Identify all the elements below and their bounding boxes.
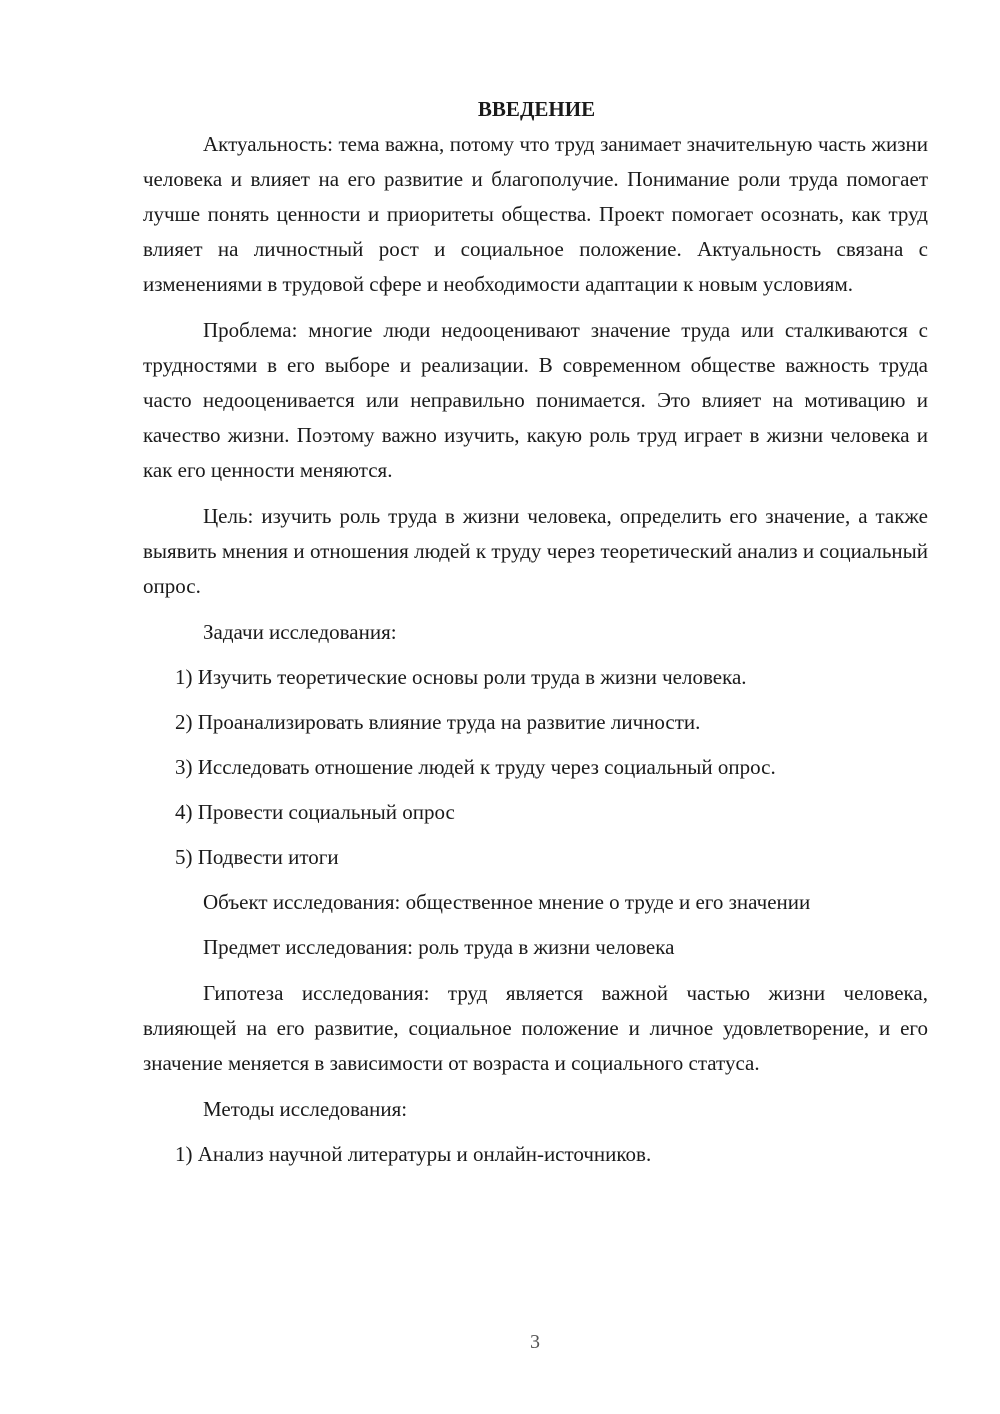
task-item: 5) Подвести итоги	[175, 845, 339, 869]
document-page	[143, 92, 928, 1172]
methods-list	[143, 1137, 928, 1172]
goal-paragraph: Цель: изучить роль труда в жизни человека, определить его значение, а также выявить мнения и отношения людей к труду через теоретический анализ и социальный опрос.	[143, 504, 928, 598]
task-item: 2) Проанализировать влияние труда на развитие личности.	[175, 710, 701, 734]
task-item: 1) Изучить теоретические основы роли труда в жизни человека.	[175, 665, 747, 689]
research-object: Объект исследования: общественное мнение о труде и его значении	[203, 890, 811, 914]
tasks-heading: Задачи исследования:	[203, 620, 397, 644]
hypothesis-paragraph: Гипотеза исследования: труд является важной частью жизни человека, влияющей на его развитие, социальное положение и личное удовлетворение, и его значение меняется в зависимости от возраста и социального статуса.	[143, 981, 928, 1075]
relevance-paragraph: Актуальность: тема важна, потому что труд занимает значительную часть жизни человека и влияет на его развитие и благополучие. Понимание роли труда помогает лучше понять ценности и приоритеты общества. Проект помогает осознать, как труд влияет на личностный рост и социальное положение. Актуальность связана с изменениями в трудовой сфере и необходимости адаптации к новым условиям.	[143, 132, 928, 296]
section-title: ВВЕДЕНИЕ	[477, 97, 596, 121]
page-number: 3	[530, 1331, 540, 1353]
tasks-list	[143, 660, 928, 875]
task-item: 4) Провести социальный опрос	[175, 800, 455, 824]
task-item: 3) Исследовать отношение людей к труду через социальный опрос.	[175, 755, 776, 779]
research-subject: Предмет исследования: роль труда в жизни человека	[203, 935, 675, 959]
method-item: 1) Анализ научной литературы и онлайн-источников.	[175, 1142, 652, 1166]
methods-heading: Методы исследования:	[203, 1097, 408, 1121]
problem-paragraph: Проблема: многие люди недооценивают значение труда или сталкиваются с трудностями в его выборе и реализации. В современном обществе важность труда часто недооценивается или неправильно понимается. Это влияет на мотивацию и качество жизни. Поэтому важно изучить, какую роль труд играет в жизни человека и как его ценности меняются.	[143, 318, 928, 482]
